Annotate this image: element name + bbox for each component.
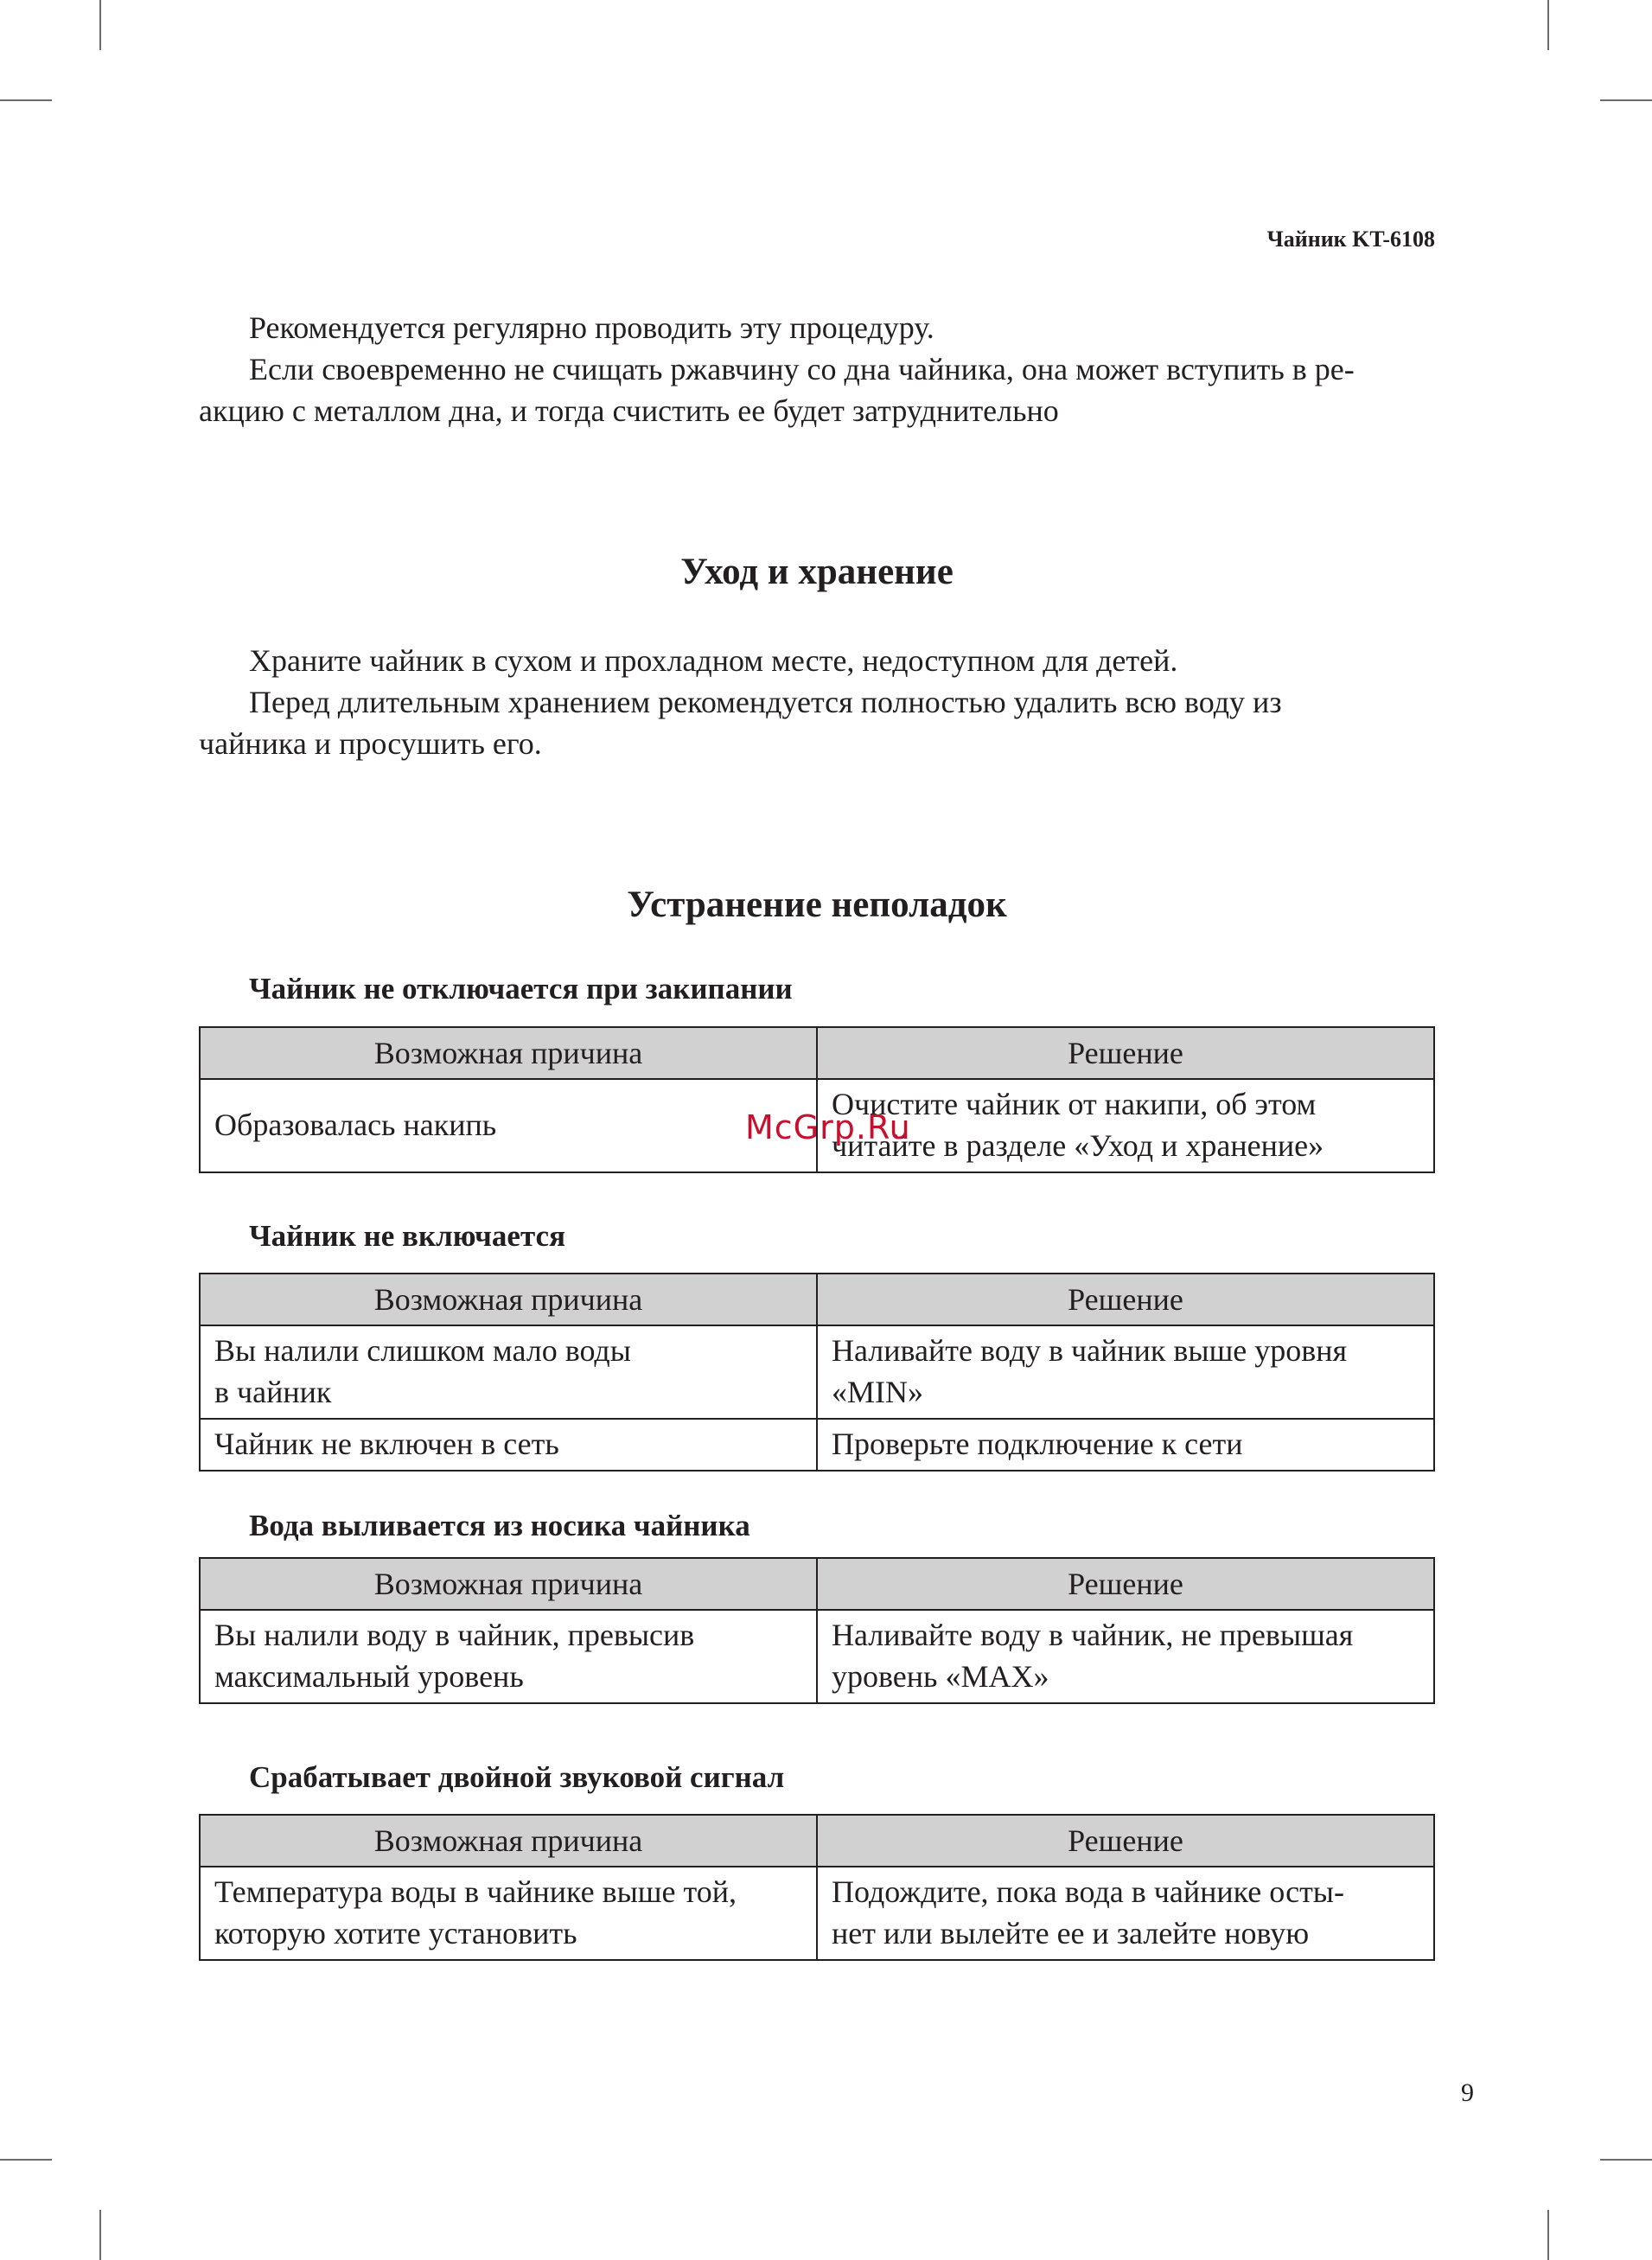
column-header-solution: Решение (817, 1027, 1434, 1079)
solution-cell: Очистите чайник от накипи, об этом читайте в разделе «Уход и хранение» (817, 1079, 1434, 1172)
solution-cell: Подождите, пока вода в чайнике осты- нет или вылейте ее и залейте новую (817, 1867, 1434, 1960)
subsection-heading-2: Чайник не включается (249, 1219, 566, 1253)
table-header-row (200, 1815, 1434, 1867)
table-row (200, 1610, 1434, 1703)
troubleshooting-table-4 (199, 1814, 1435, 1961)
running-header: Чайник KT-6108 (1266, 227, 1435, 252)
column-header-cause: Возможная причина (200, 1815, 817, 1867)
column-header-cause: Возможная причина (200, 1027, 817, 1079)
intro-line-3: акцию с металлом дна, и тогда счистить ее будет затруднительно (199, 393, 1059, 428)
table-row (200, 1419, 1434, 1471)
cause-cell: Образовалась накипь (200, 1079, 817, 1172)
intro-line-2: Если своевременно не счищать ржавчину со дна чайника, она может вступить в ре- (249, 352, 1355, 386)
care-line-2: Перед длительным хранением рекомендуется полностью удалить всю воду из (249, 685, 1282, 719)
care-line-3: чайника и просушить его. (199, 726, 542, 761)
table-row (200, 1325, 1434, 1419)
crop-mark-top-left-h (0, 99, 52, 101)
table-header-row (200, 1558, 1434, 1610)
cause-cell: Чайник не включен в сеть (200, 1419, 817, 1471)
subsection-heading-3: Вода выливается из носика чайника (249, 1509, 750, 1542)
crop-mark-top-left (99, 0, 101, 50)
cause-cell: Вы налили воду в чайник, превысив максимальный уровень (200, 1610, 817, 1703)
subsection-heading-1: Чайник не отключается при закипании (249, 972, 793, 1006)
intro-line-1: Рекомендуется регулярно проводить эту процедуру. (249, 310, 934, 345)
watermark: McGrp.Ru (745, 1108, 911, 1146)
care-section-title: Уход и хранение (680, 552, 954, 592)
column-header-solution: Решение (817, 1558, 1434, 1610)
crop-mark-top-right (1547, 0, 1549, 50)
column-header-solution: Решение (817, 1274, 1434, 1325)
table-row (200, 1867, 1434, 1960)
crop-mark-top-right-h (1600, 99, 1652, 101)
table-header-row (200, 1274, 1434, 1325)
intro-paragraph (199, 307, 1435, 431)
subsection-heading-4: Срабатывает двойной звуковой сигнал (249, 1760, 785, 1794)
solution-cell: Проверьте подключение к сети (817, 1419, 1434, 1471)
troubleshooting-table-2 (199, 1273, 1435, 1472)
solution-cell: Наливайте воду в чайник, не превышая уровень «MAX» (817, 1610, 1434, 1703)
cause-cell: Вы налили слишком мало воды в чайник (200, 1325, 817, 1419)
table-header-row (200, 1027, 1434, 1079)
crop-mark-bottom-right (1547, 2210, 1549, 2260)
troubleshooting-table-1 (199, 1026, 1435, 1173)
crop-mark-bottom-right-h (1600, 2159, 1652, 2161)
crop-mark-bottom-left-h (0, 2159, 52, 2161)
column-header-cause: Возможная причина (200, 1274, 817, 1325)
page-number: 9 (1461, 2078, 1474, 2107)
cause-cell: Температура воды в чайнике выше той, которую хотите установить (200, 1867, 817, 1960)
troubleshooting-table-3 (199, 1557, 1435, 1704)
column-header-cause: Возможная причина (200, 1558, 817, 1610)
crop-mark-bottom-left (99, 2210, 101, 2260)
solution-cell: Наливайте воду в чайник выше уровня «MIN» (817, 1325, 1434, 1419)
care-paragraph (199, 640, 1435, 764)
care-line-1: Храните чайник в сухом и прохладном месте, недоступном для детей. (249, 643, 1178, 678)
column-header-solution: Решение (817, 1815, 1434, 1867)
troubleshooting-section-title: Устранение неполадок (627, 884, 1007, 925)
